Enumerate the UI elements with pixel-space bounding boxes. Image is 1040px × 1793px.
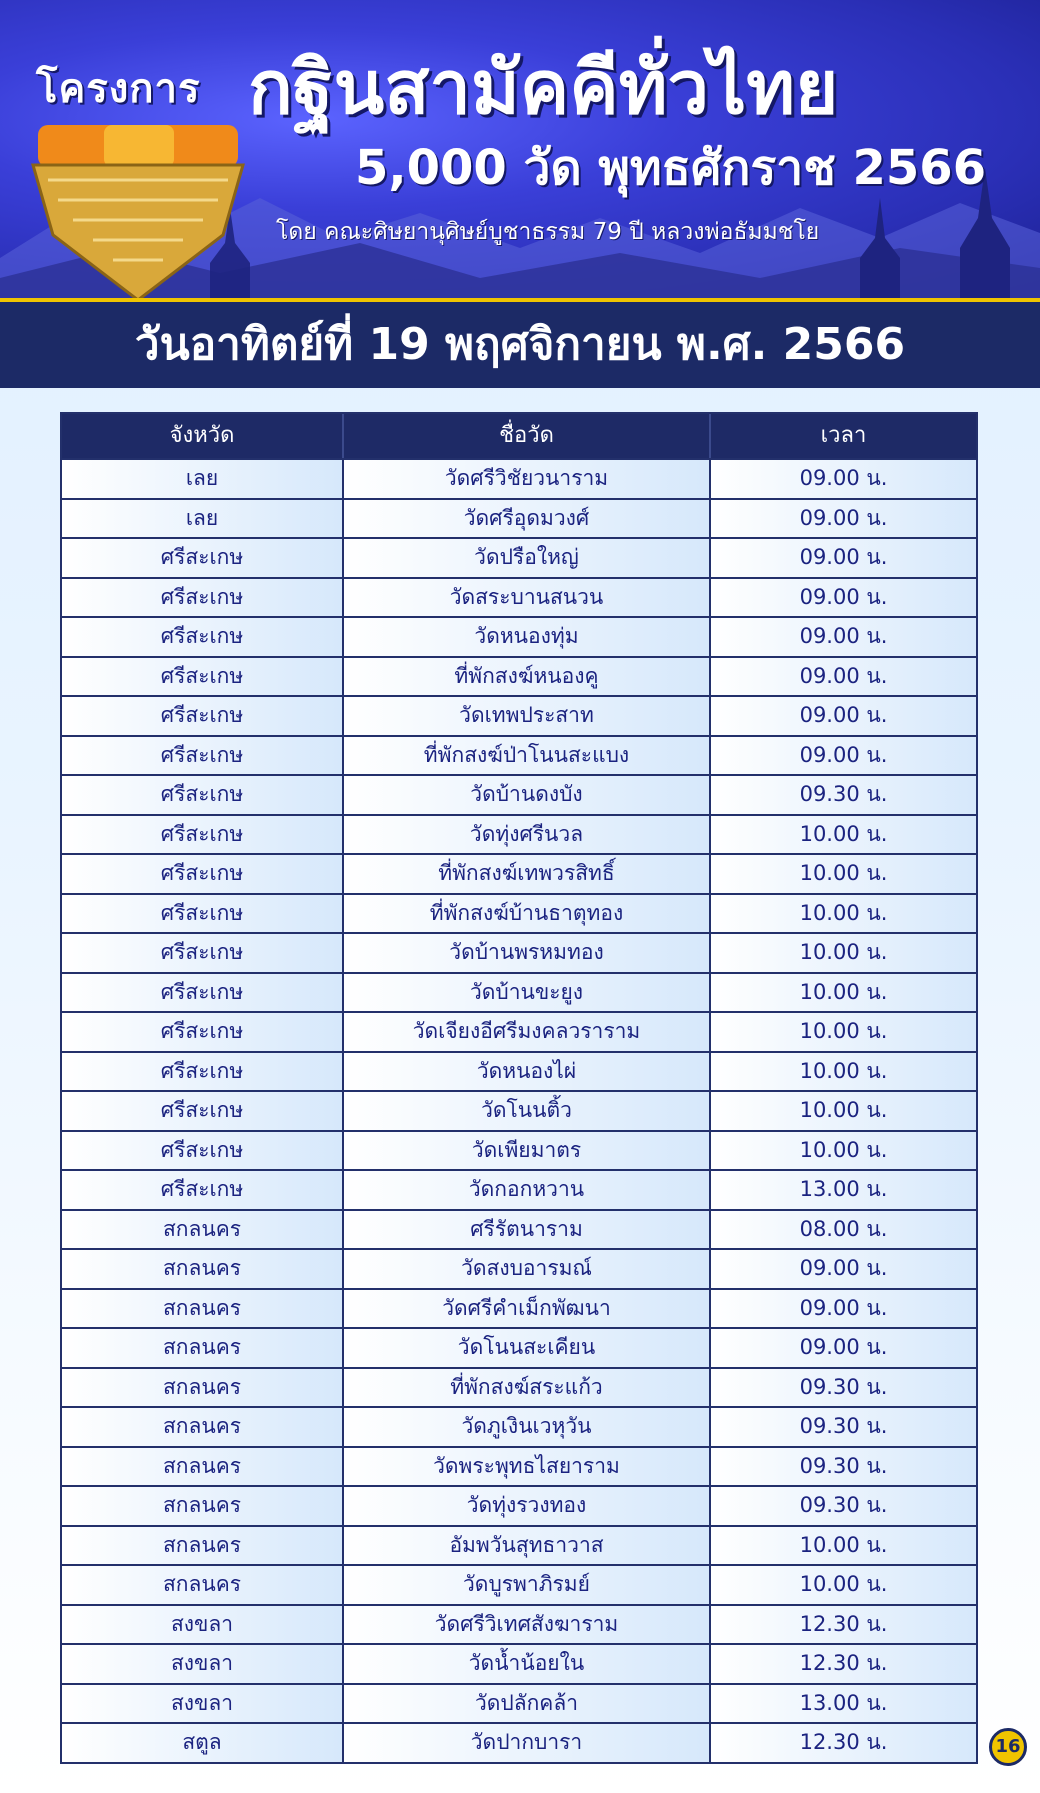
cell-province: ศรีสะเกษ bbox=[62, 1053, 344, 1091]
cell-province: สกลนคร bbox=[62, 1487, 344, 1525]
cell-time: 10.00 น. bbox=[711, 816, 976, 854]
cell-time: 09.00 น. bbox=[711, 658, 976, 696]
cell-time: 10.00 น. bbox=[711, 1053, 976, 1091]
cell-time: 09.30 น. bbox=[711, 1369, 976, 1407]
cell-time: 09.00 น. bbox=[711, 697, 976, 735]
cell-time: 09.00 น. bbox=[711, 500, 976, 538]
table-row bbox=[62, 577, 976, 617]
cell-time: 09.30 น. bbox=[711, 1487, 976, 1525]
table-row bbox=[62, 616, 976, 656]
cell-province: ศรีสะเกษ bbox=[62, 1132, 344, 1170]
cell-province: ศรีสะเกษ bbox=[62, 539, 344, 577]
table-row bbox=[62, 1367, 976, 1407]
table-row bbox=[62, 774, 976, 814]
cell-time: 09.00 น. bbox=[711, 618, 976, 656]
cell-temple: วัดทุ่งศรีนวล bbox=[344, 816, 711, 854]
cell-time: 09.00 น. bbox=[711, 460, 976, 498]
cell-time: 10.00 น. bbox=[711, 855, 976, 893]
table-row bbox=[62, 814, 976, 854]
table-row bbox=[62, 1327, 976, 1367]
cell-temple: ที่พักสงฆ์เทพวรสิทธิ์ bbox=[344, 855, 711, 893]
table-row bbox=[62, 458, 976, 498]
cell-temple: วัดพระพุทธไสยาราม bbox=[344, 1448, 711, 1486]
cell-time: 13.00 น. bbox=[711, 1171, 976, 1209]
cell-temple: วัดศรีวิเทศสังฆาราม bbox=[344, 1606, 711, 1644]
table-row bbox=[62, 853, 976, 893]
cell-temple: ที่พักสงฆ์สระแก้ว bbox=[344, 1369, 711, 1407]
cell-time: 13.00 น. bbox=[711, 1685, 976, 1723]
banner-header bbox=[0, 0, 1040, 298]
subtitle-organizer: โดย คณะศิษยานุศิษย์บูชาธรรม 79 ปี หลวงพ่อธัมมชโย bbox=[276, 219, 820, 245]
cell-province: ศรีสะเกษ bbox=[62, 658, 344, 696]
table-row bbox=[62, 1248, 976, 1288]
cell-temple: วัดหนองไผ่ bbox=[344, 1053, 711, 1091]
cell-time: 08.00 น. bbox=[711, 1211, 976, 1249]
cell-temple: วัดเพียมาตร bbox=[344, 1132, 711, 1170]
table-row bbox=[62, 893, 976, 933]
cell-temple: วัดโนนสะเคียน bbox=[344, 1329, 711, 1367]
table-row bbox=[62, 1722, 976, 1762]
cell-time: 09.30 น. bbox=[711, 1408, 976, 1446]
cell-temple: วัดบ้านดงบัง bbox=[344, 776, 711, 814]
cell-temple: วัดปากบารา bbox=[344, 1724, 711, 1762]
cell-time: 09.30 น. bbox=[711, 776, 976, 814]
header-temple: ชื่อวัด bbox=[344, 414, 711, 458]
date-banner bbox=[0, 298, 1040, 388]
cell-time: 12.30 น. bbox=[711, 1645, 976, 1683]
table-row bbox=[62, 1683, 976, 1723]
cell-time: 09.00 น. bbox=[711, 1250, 976, 1288]
table-row bbox=[62, 1446, 976, 1486]
cell-province: สกลนคร bbox=[62, 1250, 344, 1288]
cell-time: 10.00 น. bbox=[711, 1527, 976, 1565]
cell-time: 10.00 น. bbox=[711, 1566, 976, 1604]
cell-time: 12.30 น. bbox=[711, 1606, 976, 1644]
cell-time: 09.30 น. bbox=[711, 1448, 976, 1486]
cell-temple: วัดโนนติ้ว bbox=[344, 1092, 711, 1130]
table-row bbox=[62, 1169, 976, 1209]
kathina-robe-illustration bbox=[18, 125, 268, 298]
cell-province: ศรีสะเกษ bbox=[62, 855, 344, 893]
table-row bbox=[62, 1604, 976, 1644]
cell-time: 09.00 น. bbox=[711, 539, 976, 577]
cell-temple: วัดเจียงอีศรีมงคลวราราม bbox=[344, 1013, 711, 1051]
cell-province: สกลนคร bbox=[62, 1211, 344, 1249]
cell-time: 12.30 น. bbox=[711, 1724, 976, 1762]
table-body bbox=[62, 458, 976, 1762]
cell-province: เลย bbox=[62, 500, 344, 538]
event-date: วันอาทิตย์ที่ 19 พฤศจิกายน พ.ศ. 2566 bbox=[134, 319, 906, 370]
cell-time: 10.00 น. bbox=[711, 934, 976, 972]
cell-province: สกลนคร bbox=[62, 1448, 344, 1486]
cell-province: สงขลา bbox=[62, 1685, 344, 1723]
table-row bbox=[62, 1288, 976, 1328]
table-row bbox=[62, 1525, 976, 1565]
table-row bbox=[62, 498, 976, 538]
cell-time: 09.00 น. bbox=[711, 1329, 976, 1367]
cell-temple: ศรีรัตนาราม bbox=[344, 1211, 711, 1249]
table-row bbox=[62, 1406, 976, 1446]
table-row bbox=[62, 972, 976, 1012]
cell-province: ศรีสะเกษ bbox=[62, 895, 344, 933]
cell-province: ศรีสะเกษ bbox=[62, 974, 344, 1012]
cell-time: 10.00 น. bbox=[711, 1132, 976, 1170]
cell-temple: วัดบ้านขะยูง bbox=[344, 974, 711, 1012]
project-label: โครงการ bbox=[36, 66, 201, 112]
cell-province: สกลนคร bbox=[62, 1290, 344, 1328]
table-row bbox=[62, 735, 976, 775]
temple-schedule-table bbox=[60, 412, 978, 1764]
cell-time: 09.00 น. bbox=[711, 1290, 976, 1328]
cell-time: 10.00 น. bbox=[711, 895, 976, 933]
cell-province: สกลนคร bbox=[62, 1408, 344, 1446]
subtitle-temple-count-year: 5,000 วัด พุทธศักราช 2566 bbox=[355, 140, 987, 196]
cell-province: สงขลา bbox=[62, 1645, 344, 1683]
cell-province: ศรีสะเกษ bbox=[62, 1171, 344, 1209]
cell-province: ศรีสะเกษ bbox=[62, 776, 344, 814]
table-row bbox=[62, 1643, 976, 1683]
header-province: จังหวัด bbox=[62, 414, 344, 458]
table-row bbox=[62, 1564, 976, 1604]
cell-temple: วัดทุ่งรวงทอง bbox=[344, 1487, 711, 1525]
cell-province: เลย bbox=[62, 460, 344, 498]
table-header bbox=[62, 414, 976, 458]
cell-time: 10.00 น. bbox=[711, 1092, 976, 1130]
cell-province: สงขลา bbox=[62, 1606, 344, 1644]
cell-province: สกลนคร bbox=[62, 1566, 344, 1604]
cell-province: สกลนคร bbox=[62, 1527, 344, 1565]
cell-time: 09.00 น. bbox=[711, 579, 976, 617]
cell-province: ศรีสะเกษ bbox=[62, 579, 344, 617]
cell-temple: ที่พักสงฆ์บ้านธาตุทอง bbox=[344, 895, 711, 933]
cell-temple: วัดหนองทุ่ม bbox=[344, 618, 711, 656]
cell-temple: วัดศรีอุดมวงศ์ bbox=[344, 500, 711, 538]
cell-temple: วัดกอกหวาน bbox=[344, 1171, 711, 1209]
cell-time: 10.00 น. bbox=[711, 974, 976, 1012]
table-row bbox=[62, 1090, 976, 1130]
cell-temple: วัดปลักคล้า bbox=[344, 1685, 711, 1723]
cell-temple: ที่พักสงฆ์ป่าโนนสะแบง bbox=[344, 737, 711, 775]
cell-temple: วัดศรีวิชัยวนาราม bbox=[344, 460, 711, 498]
table-row bbox=[62, 537, 976, 577]
table-row bbox=[62, 1051, 976, 1091]
cell-temple: วัดปรือใหญ่ bbox=[344, 539, 711, 577]
cell-province: ศรีสะเกษ bbox=[62, 737, 344, 775]
table-row bbox=[62, 1011, 976, 1051]
cell-province: ศรีสะเกษ bbox=[62, 618, 344, 656]
table-row bbox=[62, 1130, 976, 1170]
cell-province: ศรีสะเกษ bbox=[62, 697, 344, 735]
table-row bbox=[62, 695, 976, 735]
table-row bbox=[62, 1209, 976, 1249]
cell-temple: วัดเทพประสาท bbox=[344, 697, 711, 735]
cell-time: 10.00 น. bbox=[711, 1013, 976, 1051]
cell-province: ศรีสะเกษ bbox=[62, 1092, 344, 1130]
cell-temple: วัดสระบานสนวน bbox=[344, 579, 711, 617]
cell-province: ศรีสะเกษ bbox=[62, 1013, 344, 1051]
table-row bbox=[62, 656, 976, 696]
table-row bbox=[62, 932, 976, 972]
header-time: เวลา bbox=[820, 423, 867, 448]
cell-province: สตูล bbox=[62, 1724, 344, 1762]
cell-temple: วัดบูรพาภิรมย์ bbox=[344, 1566, 711, 1604]
cell-temple: อัมพวันสุทธาวาส bbox=[344, 1527, 711, 1565]
cell-temple: วัดสงบอารมณ์ bbox=[344, 1250, 711, 1288]
cell-temple: วัดภูเงินเวหุวัน bbox=[344, 1408, 711, 1446]
table-row bbox=[62, 1485, 976, 1525]
page-number-badge: 16 bbox=[989, 1728, 1027, 1766]
project-title: กฐินสามัคคีทั่วไทย bbox=[248, 45, 839, 131]
cell-province: ศรีสะเกษ bbox=[62, 934, 344, 972]
cell-temple: วัดศรีคำเม็กพัฒนา bbox=[344, 1290, 711, 1328]
cell-temple: วัดบ้านพรหมทอง bbox=[344, 934, 711, 972]
cell-province: สกลนคร bbox=[62, 1369, 344, 1407]
cell-temple: ที่พักสงฆ์หนองคู bbox=[344, 658, 711, 696]
cell-province: ศรีสะเกษ bbox=[62, 816, 344, 854]
cell-time: 09.00 น. bbox=[711, 737, 976, 775]
cell-province: สกลนคร bbox=[62, 1329, 344, 1367]
cell-temple: วัดน้ำน้อยใน bbox=[344, 1645, 711, 1683]
